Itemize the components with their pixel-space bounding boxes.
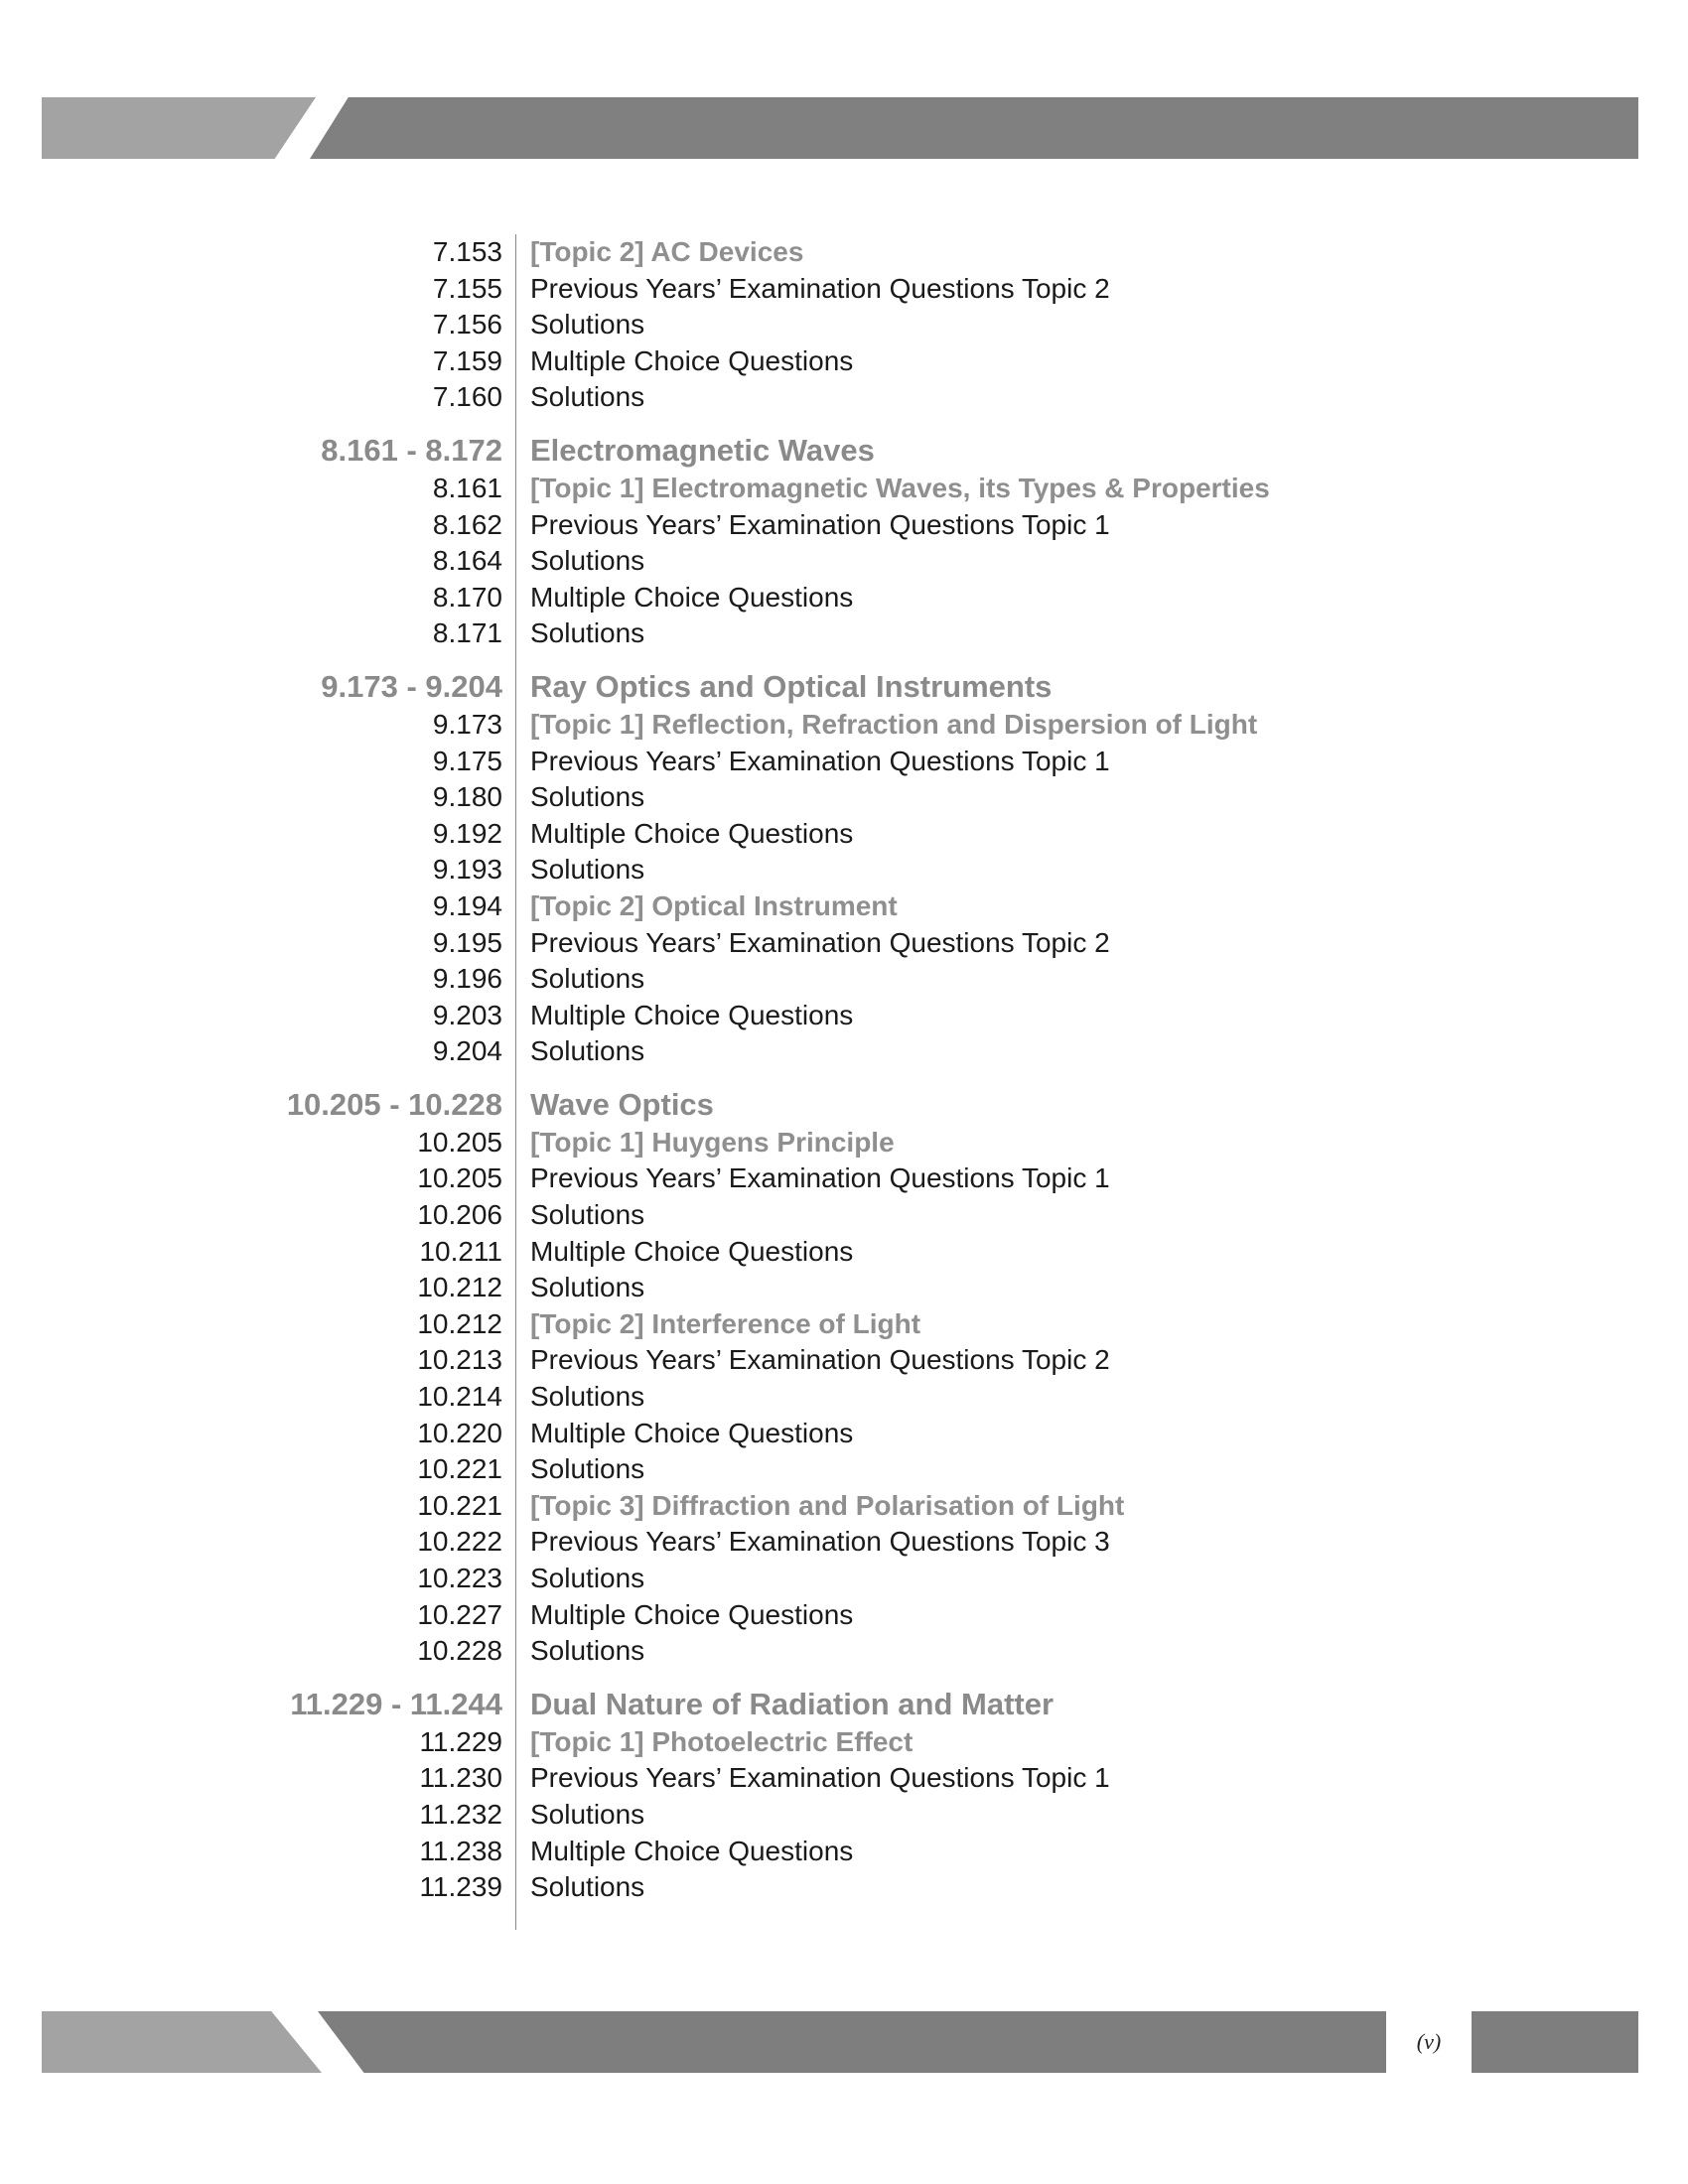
chapter-heading bbox=[0, 1684, 1688, 1724]
chapter-heading bbox=[0, 1084, 1688, 1125]
entry-page-number: 8.161 bbox=[432, 472, 502, 503]
topic-entry bbox=[0, 707, 1688, 744]
entry-title: Solutions bbox=[530, 309, 645, 341]
entry-page-number: 9.180 bbox=[432, 781, 502, 813]
entry-title: Previous Years’ Examination Questions Topic 3 bbox=[530, 1526, 1110, 1558]
toc-entry bbox=[0, 343, 1688, 380]
entry-page-number: 8.171 bbox=[432, 617, 502, 649]
entry-title: Solutions bbox=[530, 1798, 645, 1830]
entry-page-number: 11.238 bbox=[419, 1835, 502, 1866]
page-number: (v) bbox=[1416, 2029, 1442, 2054]
toc-entry bbox=[0, 1033, 1688, 1070]
entry-title: Multiple Choice Questions bbox=[530, 581, 854, 613]
entry-page-number: 10.205 bbox=[417, 1126, 502, 1158]
entry-title: Solutions bbox=[530, 1635, 645, 1667]
toc-entry bbox=[0, 1633, 1688, 1670]
entry-page-number: 10.212 bbox=[417, 1272, 502, 1303]
entry-title: Multiple Choice Questions bbox=[530, 1417, 854, 1448]
toc-entry bbox=[0, 816, 1688, 853]
entry-title: Solutions bbox=[530, 617, 645, 649]
toc-entry bbox=[0, 1834, 1688, 1870]
topic-title: [Topic 2] Interference of Light bbox=[530, 1307, 921, 1339]
toc-entry bbox=[0, 379, 1688, 416]
chapter-page-range: 8.161 - 8.172 bbox=[321, 432, 502, 468]
header-band-right bbox=[310, 97, 1638, 159]
entry-page-number: 9.192 bbox=[432, 817, 502, 849]
entry-page-number: 10.213 bbox=[417, 1344, 502, 1376]
chapter-title: Dual Nature of Radiation and Matter bbox=[530, 1686, 1055, 1721]
topic-title: [Topic 1] Photoelectric Effect bbox=[530, 1725, 914, 1757]
entry-title: Multiple Choice Questions bbox=[530, 1598, 854, 1630]
topic-title: [Topic 2] Optical Instrument bbox=[530, 889, 898, 921]
entry-page-number: 10.206 bbox=[417, 1199, 502, 1231]
entry-page-number: 8.162 bbox=[432, 508, 502, 540]
entry-title: Previous Years’ Examination Questions Topic 2 bbox=[530, 272, 1110, 304]
toc-entry bbox=[0, 852, 1688, 888]
entry-page-number: 9.194 bbox=[432, 889, 502, 921]
entry-page-number: 9.196 bbox=[432, 963, 502, 995]
entry-title: Multiple Choice Questions bbox=[530, 999, 854, 1030]
chapter-title: Wave Optics bbox=[530, 1086, 714, 1122]
entry-title: Previous Years’ Examination Questions Topic 1 bbox=[530, 508, 1110, 540]
entry-page-number: 10.211 bbox=[419, 1235, 502, 1267]
entry-page-number: 10.221 bbox=[417, 1489, 502, 1521]
chapter-heading bbox=[0, 666, 1688, 707]
chapter-page-range: 11.229 - 11.244 bbox=[290, 1686, 502, 1721]
entry-page-number: 10.205 bbox=[417, 1162, 502, 1194]
toc-section bbox=[0, 666, 1688, 1070]
topic-entry bbox=[0, 1724, 1688, 1761]
topic-title: [Topic 2] AC Devices bbox=[530, 236, 804, 267]
toc-section bbox=[0, 1084, 1688, 1670]
entry-page-number: 9.193 bbox=[432, 854, 502, 886]
toc-entry bbox=[0, 1160, 1688, 1197]
chapter-page-range: 9.173 - 9.204 bbox=[321, 668, 502, 704]
entry-page-number: 7.153 bbox=[432, 236, 502, 267]
toc-entry bbox=[0, 1561, 1688, 1597]
entry-page-number: 9.175 bbox=[432, 745, 502, 776]
entry-page-number: 11.229 bbox=[419, 1725, 502, 1757]
toc-entry bbox=[0, 1342, 1688, 1379]
entry-page-number: 10.227 bbox=[417, 1598, 502, 1630]
topic-entry bbox=[0, 234, 1688, 271]
toc-section bbox=[0, 430, 1688, 652]
toc-entry bbox=[0, 1760, 1688, 1797]
toc-entry bbox=[0, 1416, 1688, 1452]
toc-entry bbox=[0, 1597, 1688, 1634]
entry-page-number: 8.170 bbox=[432, 581, 502, 613]
entry-title: Previous Years’ Examination Questions Topic 2 bbox=[530, 1344, 1110, 1376]
toc-entry bbox=[0, 580, 1688, 616]
entry-title: Solutions bbox=[530, 1272, 645, 1303]
entry-title: Solutions bbox=[530, 381, 645, 413]
toc-entry bbox=[0, 1379, 1688, 1416]
entry-page-number: 7.156 bbox=[432, 309, 502, 341]
toc-entry bbox=[0, 1234, 1688, 1271]
toc-entry bbox=[0, 744, 1688, 780]
footer-band-left bbox=[42, 2011, 322, 2073]
toc-section bbox=[0, 1684, 1688, 1906]
entry-page-number: 7.155 bbox=[432, 272, 502, 304]
chapter-title: Ray Optics and Optical Instruments bbox=[530, 668, 1053, 704]
toc-entry bbox=[0, 271, 1688, 308]
entry-title: Solutions bbox=[530, 545, 645, 577]
toc-entry bbox=[0, 1797, 1688, 1834]
toc-entry bbox=[0, 779, 1688, 816]
entry-title: Solutions bbox=[530, 1199, 645, 1231]
entry-page-number: 9.203 bbox=[432, 999, 502, 1030]
entry-title: Multiple Choice Questions bbox=[530, 1235, 854, 1267]
entry-page-number: 10.212 bbox=[417, 1307, 502, 1339]
entry-title: Solutions bbox=[530, 781, 645, 813]
topic-entry bbox=[0, 1488, 1688, 1525]
entry-page-number: 11.232 bbox=[419, 1798, 502, 1830]
chapter-page-range: 10.205 - 10.228 bbox=[286, 1086, 502, 1122]
chapter-title: Electromagnetic Waves bbox=[530, 432, 875, 468]
entry-page-number: 7.159 bbox=[432, 344, 502, 376]
toc-entry bbox=[0, 543, 1688, 580]
topic-entry bbox=[0, 471, 1688, 507]
entry-title: Multiple Choice Questions bbox=[530, 817, 854, 849]
toc-entry bbox=[0, 961, 1688, 998]
entry-page-number: 10.228 bbox=[417, 1635, 502, 1667]
entry-title: Solutions bbox=[530, 1381, 645, 1413]
topic-title: [Topic 1] Reflection, Refraction and Dispersion of Light bbox=[530, 708, 1258, 740]
entry-title: Solutions bbox=[530, 1453, 645, 1485]
entry-page-number: 10.220 bbox=[417, 1417, 502, 1448]
toc-entry bbox=[0, 1869, 1688, 1906]
header-band-left bbox=[42, 97, 316, 159]
entry-page-number: 8.164 bbox=[432, 545, 502, 577]
entry-title: Solutions bbox=[530, 854, 645, 886]
toc-entry bbox=[0, 1451, 1688, 1488]
toc-entry bbox=[0, 1270, 1688, 1306]
entry-page-number: 10.214 bbox=[417, 1381, 502, 1413]
toc-entry bbox=[0, 615, 1688, 652]
entry-page-number: 11.230 bbox=[419, 1762, 502, 1794]
entry-title: Multiple Choice Questions bbox=[530, 1835, 854, 1866]
toc-entry bbox=[0, 507, 1688, 544]
entry-page-number: 9.204 bbox=[432, 1035, 502, 1067]
toc-entry bbox=[0, 925, 1688, 962]
entry-page-number: 11.239 bbox=[419, 1871, 502, 1903]
entry-title: Previous Years’ Examination Questions Topic 2 bbox=[530, 926, 1110, 958]
topic-entry bbox=[0, 1306, 1688, 1343]
entry-title: Previous Years’ Examination Questions Topic 1 bbox=[530, 1162, 1110, 1194]
toc-entry bbox=[0, 1197, 1688, 1234]
chapter-heading bbox=[0, 430, 1688, 471]
topic-entry bbox=[0, 1125, 1688, 1161]
entry-page-number: 9.195 bbox=[432, 926, 502, 958]
entry-page-number: 10.221 bbox=[417, 1453, 502, 1485]
entry-title: Solutions bbox=[530, 963, 645, 995]
topic-title: [Topic 1] Huygens Principle bbox=[530, 1126, 895, 1158]
toc-entry bbox=[0, 998, 1688, 1034]
entry-page-number: 7.160 bbox=[432, 381, 502, 413]
toc-entry bbox=[0, 307, 1688, 343]
entry-title: Solutions bbox=[530, 1035, 645, 1067]
entry-title: Previous Years’ Examination Questions Topic 1 bbox=[530, 745, 1110, 776]
topic-title: [Topic 1] Electromagnetic Waves, its Types & Properties bbox=[530, 472, 1270, 503]
entry-title: Multiple Choice Questions bbox=[530, 344, 854, 376]
entry-page-number: 10.222 bbox=[417, 1526, 502, 1558]
entry-title: Solutions bbox=[530, 1871, 645, 1903]
toc-section bbox=[0, 234, 1688, 416]
entry-title: Previous Years’ Examination Questions Topic 1 bbox=[530, 1762, 1110, 1794]
topic-title: [Topic 3] Diffraction and Polarisation of Light bbox=[530, 1489, 1125, 1521]
toc-entry bbox=[0, 1524, 1688, 1561]
entry-page-number: 10.223 bbox=[417, 1563, 502, 1593]
table-of-contents bbox=[0, 234, 1688, 1920]
entry-page-number: 9.173 bbox=[432, 708, 502, 740]
page-number-box bbox=[1386, 2011, 1472, 2073]
entry-title: Solutions bbox=[530, 1563, 645, 1593]
topic-entry bbox=[0, 888, 1688, 925]
